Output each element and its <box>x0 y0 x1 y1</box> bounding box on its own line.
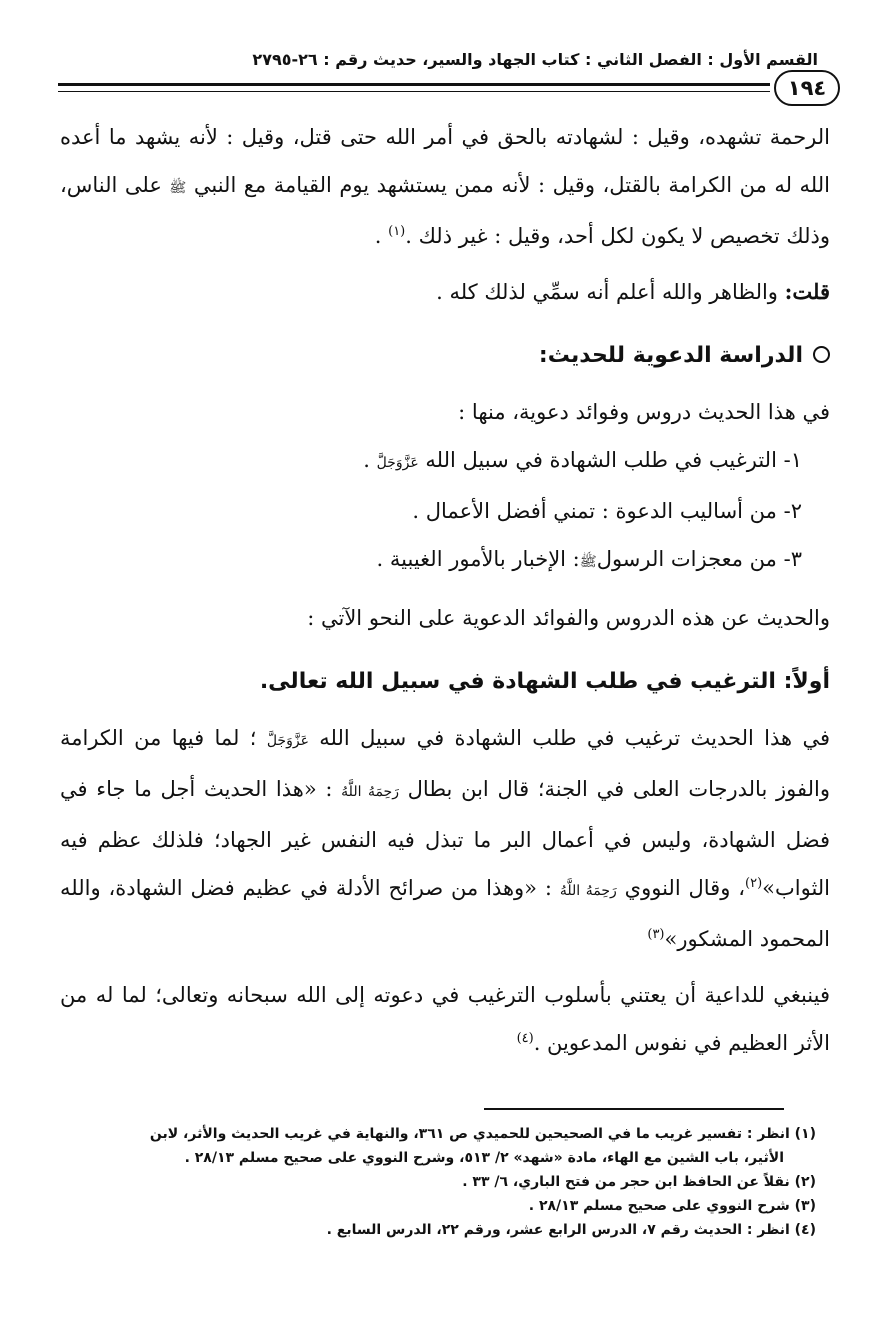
paragraph-2-a: في هذا الحديث ترغيب في طلب الشهادة في سبيل الله <box>319 726 830 750</box>
footnote-ref-2[interactable]: (٢) <box>745 876 763 891</box>
list-item-number: ٣- <box>783 547 802 571</box>
footnote-number: (٢) <box>794 1174 816 1190</box>
section-heading <box>60 332 830 380</box>
qult-label: قلت: <box>784 279 830 304</box>
list-item-text: من معجزات الرسول <box>596 547 777 571</box>
footnote-ref-1[interactable]: (١) <box>388 224 406 239</box>
paragraph-1-line-1: الرحمة تشهده، وقيل : لشهادته بالحق في أمر الله حتى قتل، وقيل : لأنه يشهد <box>134 125 830 149</box>
subheading: أولاً: الترغيب في طلب الشهادة في سبيل الله تعالى. <box>259 669 830 694</box>
footnote-1 <box>76 1122 816 1146</box>
footnote-2 <box>76 1170 816 1194</box>
list-item-number: ٢- <box>783 499 802 523</box>
paragraph-3 <box>60 971 830 1067</box>
paragraph-2-c: : «هذا الحديث أجل ما جاء في فضل الشهادة، وليس في أعمال البر ما تبذل فيه النفس غير الجهاد؛ فلذلك عظم فيه الثواب» <box>60 777 831 900</box>
list-item-tail: . <box>363 448 377 472</box>
footnotes <box>76 1122 816 1242</box>
header-rule-thin <box>58 91 770 92</box>
footnote-separator <box>484 1108 784 1110</box>
scholar-honorific: رَحِمَهُ اللَّهُ <box>341 784 399 800</box>
list-item-1 <box>60 436 830 487</box>
footnote-text: انظر : الحديث رقم ٧، الدرس الرابع عشر، ورقم ٢٢، الدرس السابع . <box>326 1222 790 1238</box>
list-item-tail: : الإخبار بالأمور الغيبية . <box>376 547 580 571</box>
prophet-honorific: ﷺ <box>169 180 187 196</box>
section-heading-text: الدراسة الدعوية للحديث: <box>538 343 803 368</box>
god-honorific: عَزَّوَجَلَّ <box>266 733 309 749</box>
page-number-badge: ١٩٤ <box>774 70 840 106</box>
footnote-4 <box>76 1218 816 1242</box>
paragraph-2-e: : «وهذا من صرائح الأدلة في عظيم فضل الشهادة، والله المحمود المشكور» <box>60 876 830 951</box>
paragraph-3-text: فينبغي للداعية أن يعتني بأسلوب الترغيب في دعوته إلى الله سبحانه وتعالى؛ لما له من الأثر العظيم في نفوس المدعوين . <box>60 983 830 1055</box>
intro-line: في هذا الحديث دروس وفوائد دعوية، منها : <box>458 400 830 424</box>
list-item-text: الترغيب في طلب الشهادة في سبيل الله <box>425 448 777 472</box>
transition-line: والحديث عن هذه الدروس والفوائد الدعوية على النحو الآتي : <box>307 606 830 630</box>
footnote-text: شرح النووي على صحيح مسلم ٢٨/١٣ . <box>528 1198 790 1214</box>
god-honorific: عَزَّوَجَلَّ <box>376 455 419 471</box>
list-item-text: من أساليب الدعوة : تمني أفضل الأعمال . <box>412 499 777 523</box>
footnote-text: انظر : تفسير غريب ما في الصحيحين للحميدي ص ٣٦١، والنهاية في غريب الحديث والأثر، لابن <box>149 1126 790 1142</box>
prophet-honorific: ﷺ <box>579 554 597 570</box>
paragraph-1-line-3: على الناس، وذلك تخصيص لا يكون لكل أحد، وقيل : غير ذلك . <box>60 173 830 248</box>
running-head: القسم الأول : الفصل الثاني : كتاب الجهاد والسير، حديث رقم : ٢٦-٢٧٩٥ <box>252 50 818 69</box>
footnote-number: (٤) <box>794 1222 816 1238</box>
paragraph-1-line-2: ما أعده الله له من الكرامة بالقتل، وقيل : لأنه ممن يستشهد يوم القيامة مع النبي <box>60 125 830 197</box>
main-text <box>60 113 830 1067</box>
footnote-ref-4[interactable]: (٤) <box>516 1031 534 1046</box>
paragraph-2-d: ، وقال النووي <box>624 876 745 900</box>
paragraph-1 <box>60 113 830 260</box>
footnote-text: نقلاً عن الحافظ ابن حجر من فتح الباري، ٦/ ٣٣ . <box>462 1174 790 1190</box>
list-item-number: ١- <box>783 448 802 472</box>
footnote-3 <box>76 1194 816 1218</box>
scholar-honorific: رَحِمَهُ اللَّهُ <box>559 883 617 899</box>
qult-paragraph <box>60 268 830 316</box>
paragraph-2-b: ؛ لما فيها من الكرامة والفوز بالدرجات العلى في الجنة؛ قال ابن بطال <box>60 726 830 801</box>
list-item-2 <box>60 487 830 535</box>
footnote-ref-3[interactable]: (٣) <box>647 927 665 942</box>
footnote-number: (٣) <box>794 1198 816 1214</box>
paragraph-2 <box>60 714 830 963</box>
paragraph-1-end: . <box>374 224 389 248</box>
qult-text: والظاهر والله أعلم أنه سمِّي لذلك كله . <box>436 280 785 304</box>
footnote-1-continued: الأثير، باب الشين مع الهاء، مادة «شهد» ٢/ ٥١٣، وشرح النووي على صحيح مسلم ٢٨/١٣ . <box>184 1150 784 1166</box>
list-item-3 <box>60 535 830 586</box>
circle-bullet-icon <box>813 346 830 363</box>
footnote-number: (١) <box>794 1126 816 1142</box>
header-rule-thick <box>58 83 770 86</box>
